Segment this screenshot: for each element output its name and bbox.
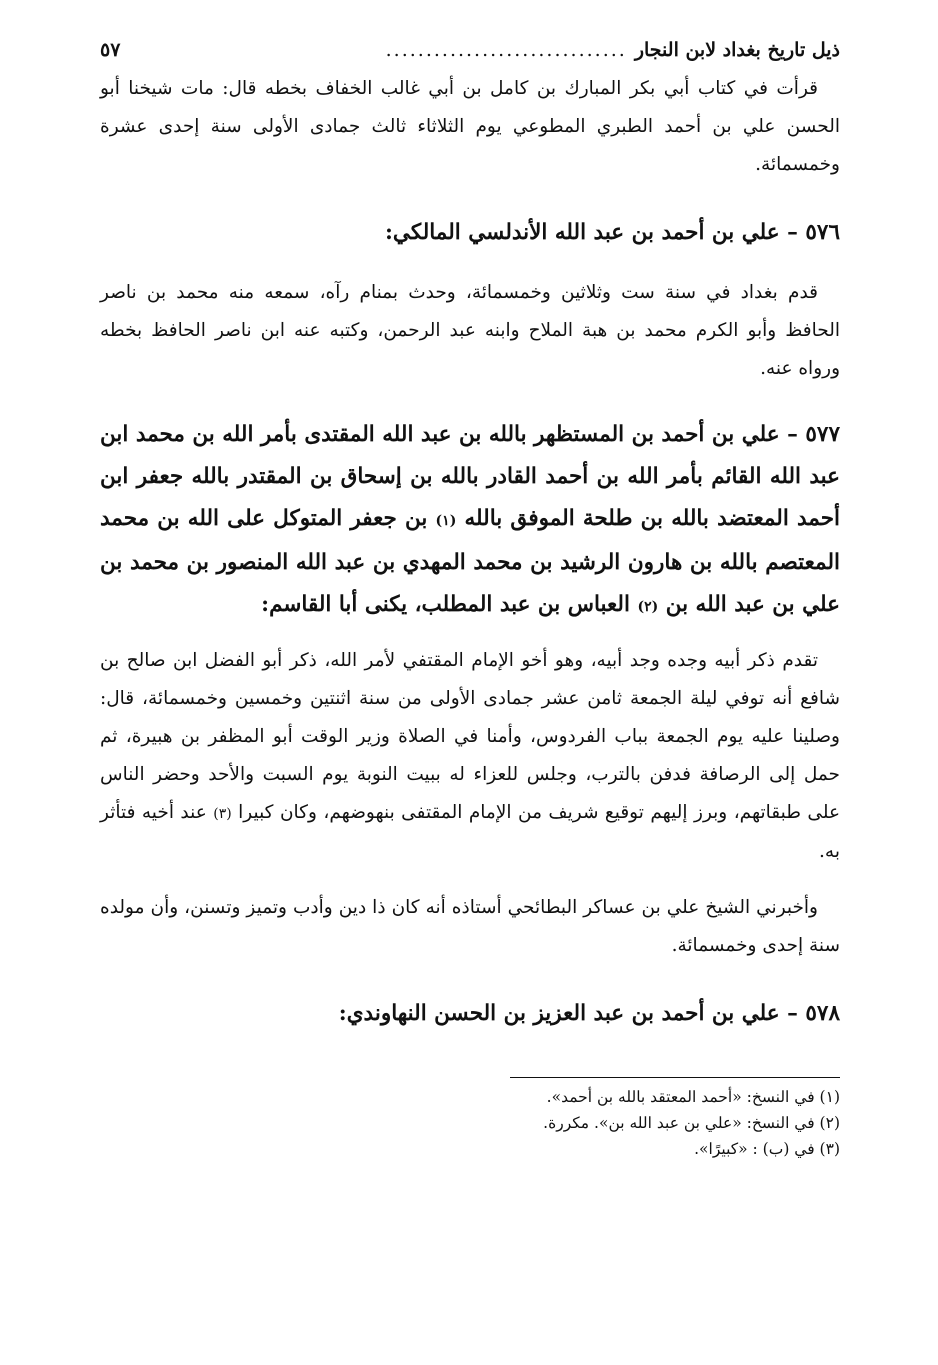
book-page [100, 30, 840, 1162]
page-number: ٥٧ [100, 39, 121, 61]
footnote-ref-2: (٢) [637, 599, 659, 615]
entry-577-heading-part3: العباس بن عبد المطلب، يكنى أبا القاسم: [261, 592, 630, 617]
entry-576-heading: ٥٧٦ – علي بن أحمد بن عبد الله الأندلسي المالكي: [384, 220, 840, 245]
footnote-2: (٢) في النسخ: «علي بن عبد الله بن». مكررة. [543, 1114, 840, 1132]
entry-577-paragraph-2: وأخبرني الشيخ علي بن عساكر البطائحي أستاذه أنه كان ذا دين وأدب وتميز وتسنن، وأن مولده سنة إحدى وخمسمائة. [100, 897, 840, 956]
entry-576-paragraph: قدم بغداد في سنة ست وثلاثين وخمسمائة، وحدث بمنام رآه، سمعه منه محمد بن ناصر الحافظ وأبو الكرم محمد بن هبة الملاح وابنه عبد الرحمن، وكتبه عنه ابن ناصر الحافظ بخطه ورواه عنه. [100, 282, 840, 379]
entry-577-heading-part2: بن جعفر المتوكل على الله بن محمد المعتصم بالله بن هارون الرشيد بن محمد المهدي بن عبد الله المنصور بن محمد بن علي بن عبد الله بن [100, 506, 840, 617]
entry-577-heading [100, 414, 840, 628]
running-head [100, 30, 840, 70]
footnote-ref-3: (٣) [213, 806, 232, 822]
footnote-3: (٣) في (ب) : «كبيرًا». [694, 1140, 840, 1158]
intro-paragraph: قرأت في كتاب أبي بكر المبارك بن كامل بن أبي غالب الخفاف بخطه قال: مات شيخنا أبو الحسن علي بن أحمد الطبري المطوعي يوم الثلاثاء ثالث جمادى الأولى سنة إحدى عشرة وخمسمائة. [100, 78, 840, 175]
footnotes [100, 1077, 840, 1162]
entry-577-paragraph-1-part1: تقدم ذكر أبيه وجده وجد أبيه، وهو أخو الإمام المقتفي لأمر الله، ذكر أبو الفضل ابن صالح بن شافع أنه توفي ليلة الجمعة ثامن عشر جمادى الأولى من سنة اثنتين وخمسين وخمسمائة، قال: وصلينا عليه يوم الجمعة بباب الفردوس، وأمنا في الصلاة وزير الوقت أبو المظفر بن هبيرة، ثم حمل إلى الرصافة فدفن بالترب، وجلس للعزاء له ببيت النوبة يوم السبت والأحد وحضر الناس على طبقاتهم، وبرز إليهم توقيع شريف من الإمام المقتفى بنهوضهم، وكان كبيرا [100, 650, 840, 823]
leader-dots: .............................. [385, 39, 627, 61]
book-title: ذيل تاريخ بغداد لابن النجار [634, 39, 840, 61]
footnote-1: (١) في النسخ: «أحمد المعتقد بالله بن أحمد». [546, 1088, 840, 1106]
entry-577-paragraph-1-part2: عند أخيه فتأثر به. [100, 802, 840, 862]
entry-578-heading: ٥٧٨ – علي بن أحمد بن عبد العزيز بن الحسن النهاوندي: [338, 1001, 840, 1026]
entry-577-paragraph-1 [100, 642, 840, 871]
footnote-ref-1: (١) [435, 513, 457, 529]
footnote-rule [510, 1077, 840, 1078]
entry-577-heading-part1: ٥٧٧ – علي بن أحمد بن المستظهر بالله بن عبد الله المقتدى بأمر الله بن محمد ابن عبد الله القائم بأمر الله بن أحمد القادر بالله بن إسحاق بن المقتدر بالله جعفر ابن أحمد المعتضد بالله بن طلحة الموفق بالله [100, 422, 840, 531]
